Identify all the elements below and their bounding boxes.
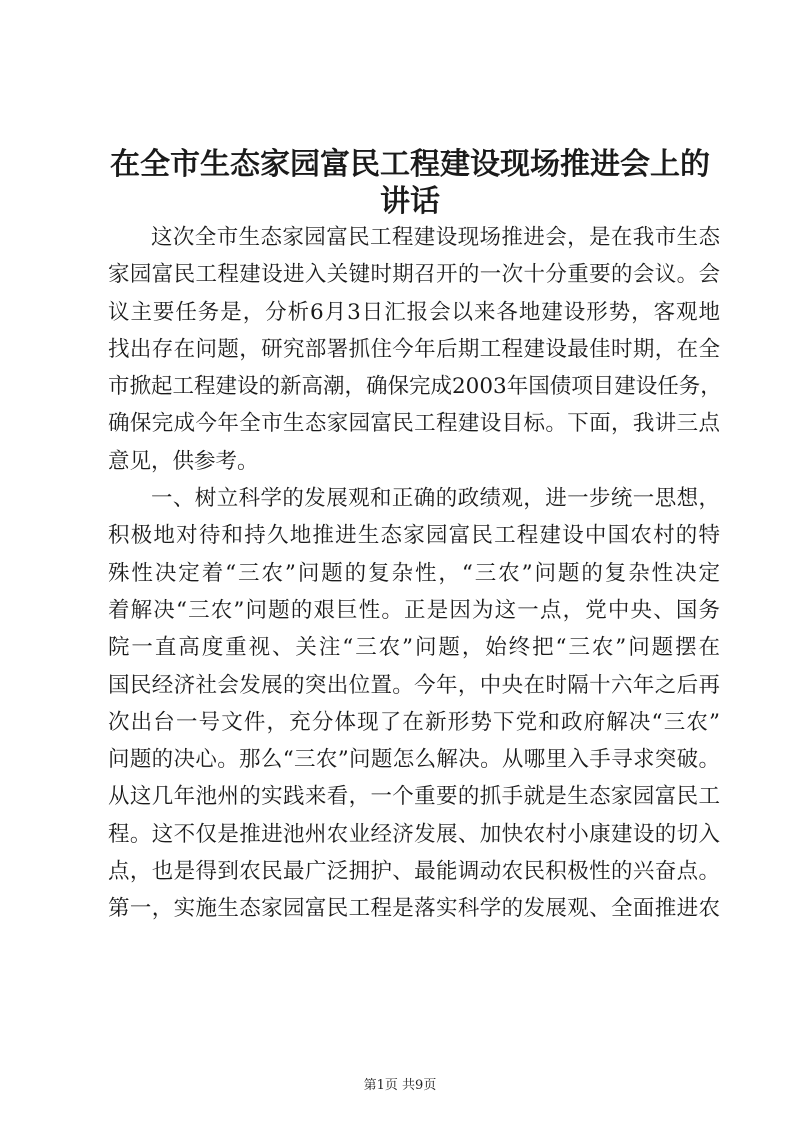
text-line: 国民经济社会发展的突出位置。今年，中央在时隔十六年之后再 [108, 672, 720, 698]
text-line: 确保完成今年全市生态家园富民工程建设目标。下面，我讲三点 [108, 411, 720, 437]
paragraph [108, 219, 720, 480]
text-line: 一、树立科学的发展观和正确的政绩观，进一步统一思想， [151, 486, 720, 512]
document-body [108, 219, 720, 928]
text-line: 点，也是得到农民最广泛拥护、最能调动农民积极性的兴奋点。 [108, 859, 720, 885]
text-line: 院一直高度重视、关注“三农”问题，始终把“三农”问题摆在 [108, 635, 720, 661]
page-number: 第1页 共9页 [363, 1078, 437, 1093]
text-line: 找出存在问题，研究部署抓住今年后期工程建设最佳时期，在全 [108, 336, 720, 362]
text-line: 议主要任务是，分析6月3日汇报会以来各地建设形势，客观地 [108, 299, 720, 325]
text-line: 意见，供参考。 [108, 448, 259, 474]
text-line: 积极地对待和持久地推进生态家园富民工程建设中国农村的特 [108, 523, 720, 549]
text-line: 程。这不仅是推进池州农业经济发展、加快农村小康建设的切入 [108, 821, 720, 847]
paragraph [108, 480, 720, 928]
text-line: 家园富民工程建设进入关键时期召开的一次十分重要的会议。会 [108, 262, 720, 288]
text-line: 着解决“三农”问题的艰巨性。正是因为这一点，党中央、国务 [108, 597, 720, 623]
title-line-1: 在全市生态家园富民工程建设现场推进会上的 [110, 147, 710, 182]
text-line: 第一，实施生态家园富民工程是落实科学的发展观、全面推进农 [108, 896, 720, 922]
text-line: 这次全市生态家园富民工程建设现场推进会，是在我市生态 [151, 225, 720, 250]
text-line: 问题的决心。那么“三农”问题怎么解决。从哪里入手寻求突破。 [108, 747, 720, 773]
text-line: 殊性决定着“三农”问题的复杂性，“三农”问题的复杂性决定 [108, 560, 720, 586]
title-line-2: 讲话 [380, 184, 440, 219]
text-line: 市掀起工程建设的新高潮，确保完成2003年国债项目建设任务， [108, 374, 722, 400]
text-line: 从这几年池州的实践来看，一个重要的抓手就是生态家园富民工 [108, 784, 720, 810]
text-line: 次出台一号文件，充分体现了在新形势下党和政府解决“三农” [108, 709, 720, 735]
